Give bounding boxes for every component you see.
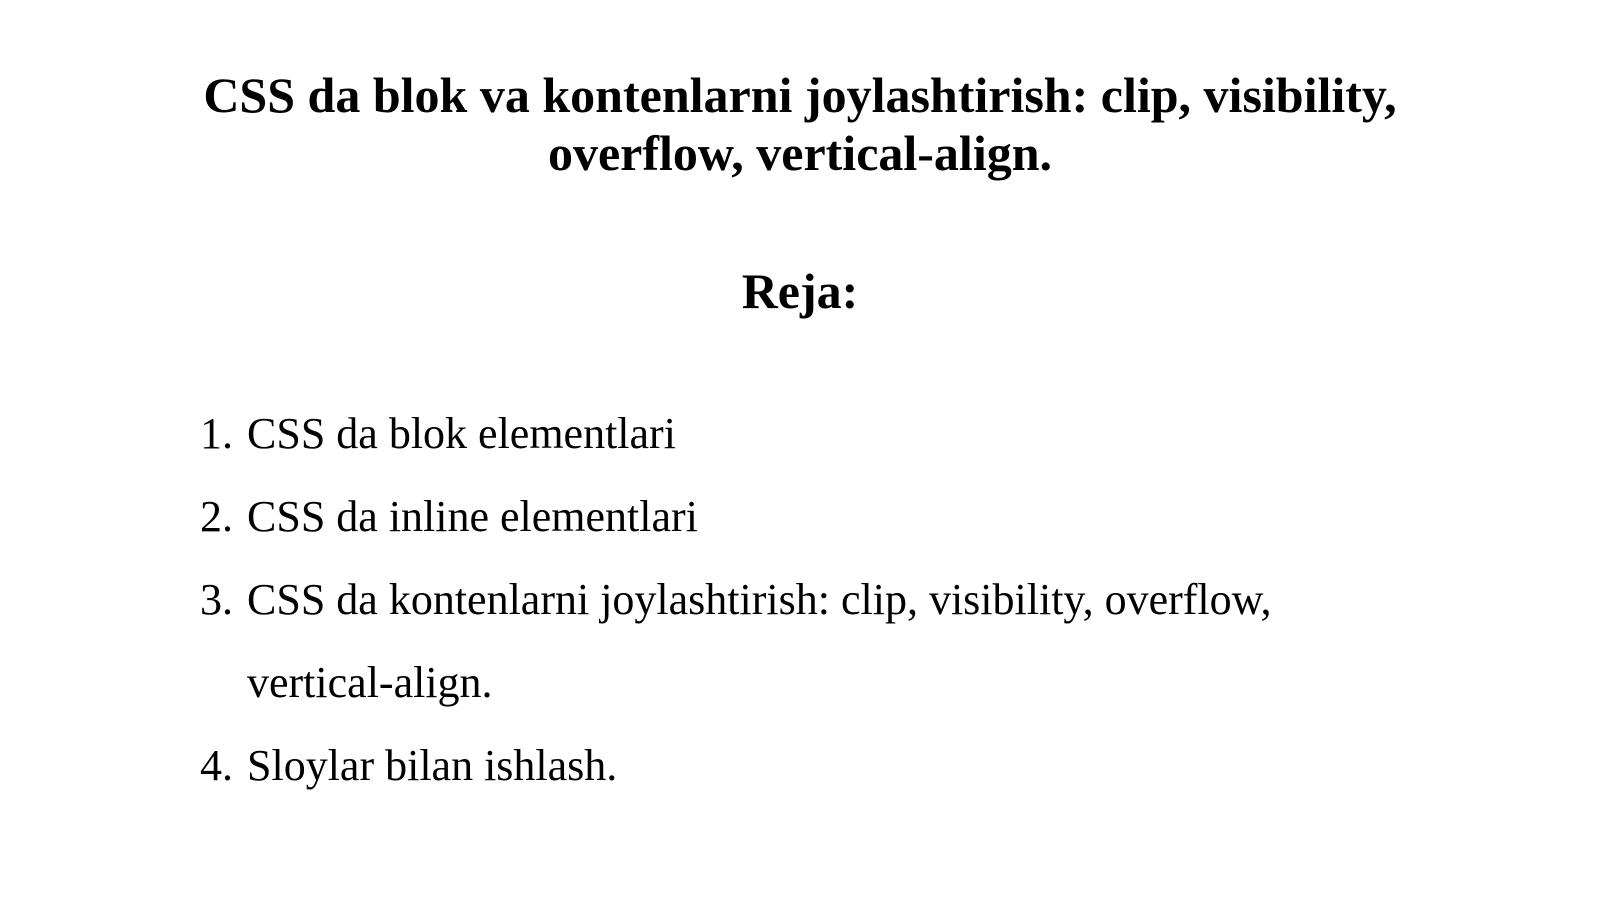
plan-list <box>200 392 1400 807</box>
list-item-number: 2. <box>200 492 233 541</box>
list-item-text: CSS da inline elementlari <box>247 492 698 541</box>
slide-subtitle: Reja: <box>741 263 859 319</box>
list-item <box>200 392 1400 475</box>
list-item-text: CSS da kontenlarni joylashtirish: clip, visibility, overflow, vertical-align. <box>247 575 1272 707</box>
list-item <box>200 724 1400 807</box>
list-item <box>200 475 1400 558</box>
list-item-text: Sloylar bilan ishlash. <box>247 741 618 790</box>
list-item-number: 4. <box>200 741 233 790</box>
list-item-number: 1. <box>200 409 233 458</box>
list-item-text: CSS da blok elementlari <box>247 409 676 458</box>
slide-title: CSS da blok va kontenlarni joylashtirish: clip, visibility, overflow, vertical-align. <box>203 67 1397 181</box>
list-item <box>200 558 1400 724</box>
list-item-number: 3. <box>200 575 233 624</box>
